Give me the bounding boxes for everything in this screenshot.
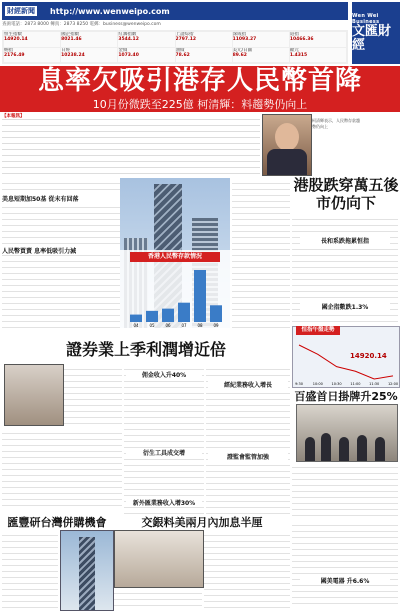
logo-chinese: 文匯財經 bbox=[352, 24, 392, 53]
mid-article-4 bbox=[2, 428, 122, 510]
right-article-2 bbox=[292, 462, 398, 516]
ticker-item: 紅籌指數 3544.12 bbox=[118, 32, 174, 47]
mid-article-2 bbox=[124, 364, 204, 514]
hang-seng-tick-label: 10:30 bbox=[331, 382, 342, 386]
right-subhead-3: 國美電器 升6.6% bbox=[300, 576, 390, 585]
column-1-subhead-1: 美息短期加50基 從未有回落 bbox=[2, 194, 120, 203]
hang-seng-label: 恒指午盤走勢 bbox=[296, 326, 340, 335]
taipei-tower-photo bbox=[60, 530, 114, 611]
lead-label: 【本報訊】 bbox=[2, 114, 25, 119]
ticker-item: 國企指數 8021.46 bbox=[61, 32, 117, 47]
mid-subhead-5: 新外匯業務收入增30% bbox=[126, 498, 202, 507]
lead-photo-caption: 柯清輝表示，人民幣存款趨勢仍向上 bbox=[312, 118, 360, 129]
securities-headline: 證券業上季利潤增近倍 bbox=[65, 340, 226, 359]
hang-seng-line bbox=[299, 345, 393, 379]
section-tag: 財經新聞 bbox=[7, 7, 35, 15]
hang-seng-tick-label: 11:30 bbox=[369, 382, 380, 386]
mid-subhead-1: 佣金收入升40% bbox=[126, 370, 202, 379]
right-headline: 港股跌穿萬五後市仍向下 bbox=[293, 176, 399, 212]
right-subhead-1: 長和系跌拖累恒指 bbox=[300, 236, 390, 245]
ticker-item: 道指 10466.36 bbox=[290, 32, 346, 47]
ticker-item: 美元/日圓 89.62 bbox=[233, 48, 289, 63]
bottom-article-1 bbox=[2, 530, 58, 609]
chart-tick-label: 09 bbox=[213, 323, 219, 328]
chart-tick-label: 06 bbox=[165, 323, 171, 328]
bocom-headline: 交銀料美兩月內加息半厘 bbox=[141, 516, 263, 529]
ticker-item: 金價 1073.40 bbox=[118, 48, 174, 63]
mid-subhead-2: 經紀業務收入增長 bbox=[208, 380, 288, 389]
ticker-item: 深成指 11093.27 bbox=[233, 32, 289, 47]
securities-photo bbox=[4, 364, 64, 426]
hang-seng-tick-label: 10:00 bbox=[312, 382, 323, 386]
mid-subhead-4: 證監會監管加強 bbox=[208, 452, 288, 461]
logo-english: Wen Wei Business bbox=[352, 13, 380, 25]
ticker-item: 納指 2176.49 bbox=[4, 48, 60, 63]
sub-headline: 10月份微跌至225億 柯清輝：料趨勢仍向上 bbox=[92, 98, 308, 111]
chart-title: 香港人民幣存款情況 bbox=[130, 252, 220, 262]
brand-logo bbox=[352, 2, 400, 64]
bocom-event-photo bbox=[114, 530, 204, 588]
chart-bar bbox=[194, 270, 206, 322]
article-column-2 bbox=[232, 178, 290, 328]
right-subhead-2: 國企指數跌1.3% bbox=[300, 302, 390, 311]
chart-bar bbox=[162, 309, 174, 322]
contact-info: 查詢電話：2873 8000 傳真：2873 8250 電郵：business@wenweipo.com bbox=[2, 22, 161, 27]
lead-photo bbox=[262, 114, 312, 176]
chart-bar bbox=[130, 315, 142, 322]
hang-seng-tick-label: 9:30 bbox=[295, 382, 303, 386]
mid-subhead-3: 衍生工具成交增 bbox=[126, 448, 202, 457]
chart-tick-label: 07 bbox=[181, 323, 187, 328]
hang-seng-value: 14920.14 bbox=[350, 352, 387, 360]
chart-bar bbox=[210, 305, 222, 322]
hsbc-headline: 匯豐研台灣併購機會 bbox=[7, 516, 107, 529]
right-headline-2: 百盛首日掛牌升25% bbox=[294, 390, 398, 403]
right-article-3 bbox=[292, 520, 398, 609]
market-ticker bbox=[2, 30, 348, 64]
ticker-item: 恒生指數 14920.14 bbox=[4, 32, 60, 47]
bottom-article-3 bbox=[204, 530, 290, 609]
ticker-item: 油價 78.62 bbox=[176, 48, 232, 63]
masthead-bar bbox=[2, 2, 348, 20]
main-headline: 息率欠吸引港存人民幣首降 bbox=[37, 66, 362, 96]
bottom-article-2 bbox=[114, 588, 202, 609]
chart-tick-label: 05 bbox=[149, 323, 155, 328]
website-url[interactable]: http://www.wenweipo.com bbox=[50, 6, 170, 16]
chart-bar bbox=[178, 303, 190, 322]
chart-tick-label: 04 bbox=[133, 323, 139, 328]
hang-seng-tick-label: 11:00 bbox=[350, 382, 361, 386]
ticker-item: 歐元 1.4315 bbox=[290, 48, 346, 63]
chart-tick-label: 08 bbox=[197, 323, 203, 328]
ticker-item: 上證綜指 2797.12 bbox=[176, 32, 232, 47]
listing-ceremony-photo bbox=[296, 404, 398, 462]
hang-seng-tick-label: 12:00 bbox=[387, 382, 399, 386]
column-1-subhead-2: 人民幣買賣 息率低吸引力減 bbox=[2, 246, 120, 255]
lead-article bbox=[2, 114, 260, 174]
ticker-item: 日經 10238.24 bbox=[61, 48, 117, 63]
chart-bar bbox=[146, 311, 158, 322]
